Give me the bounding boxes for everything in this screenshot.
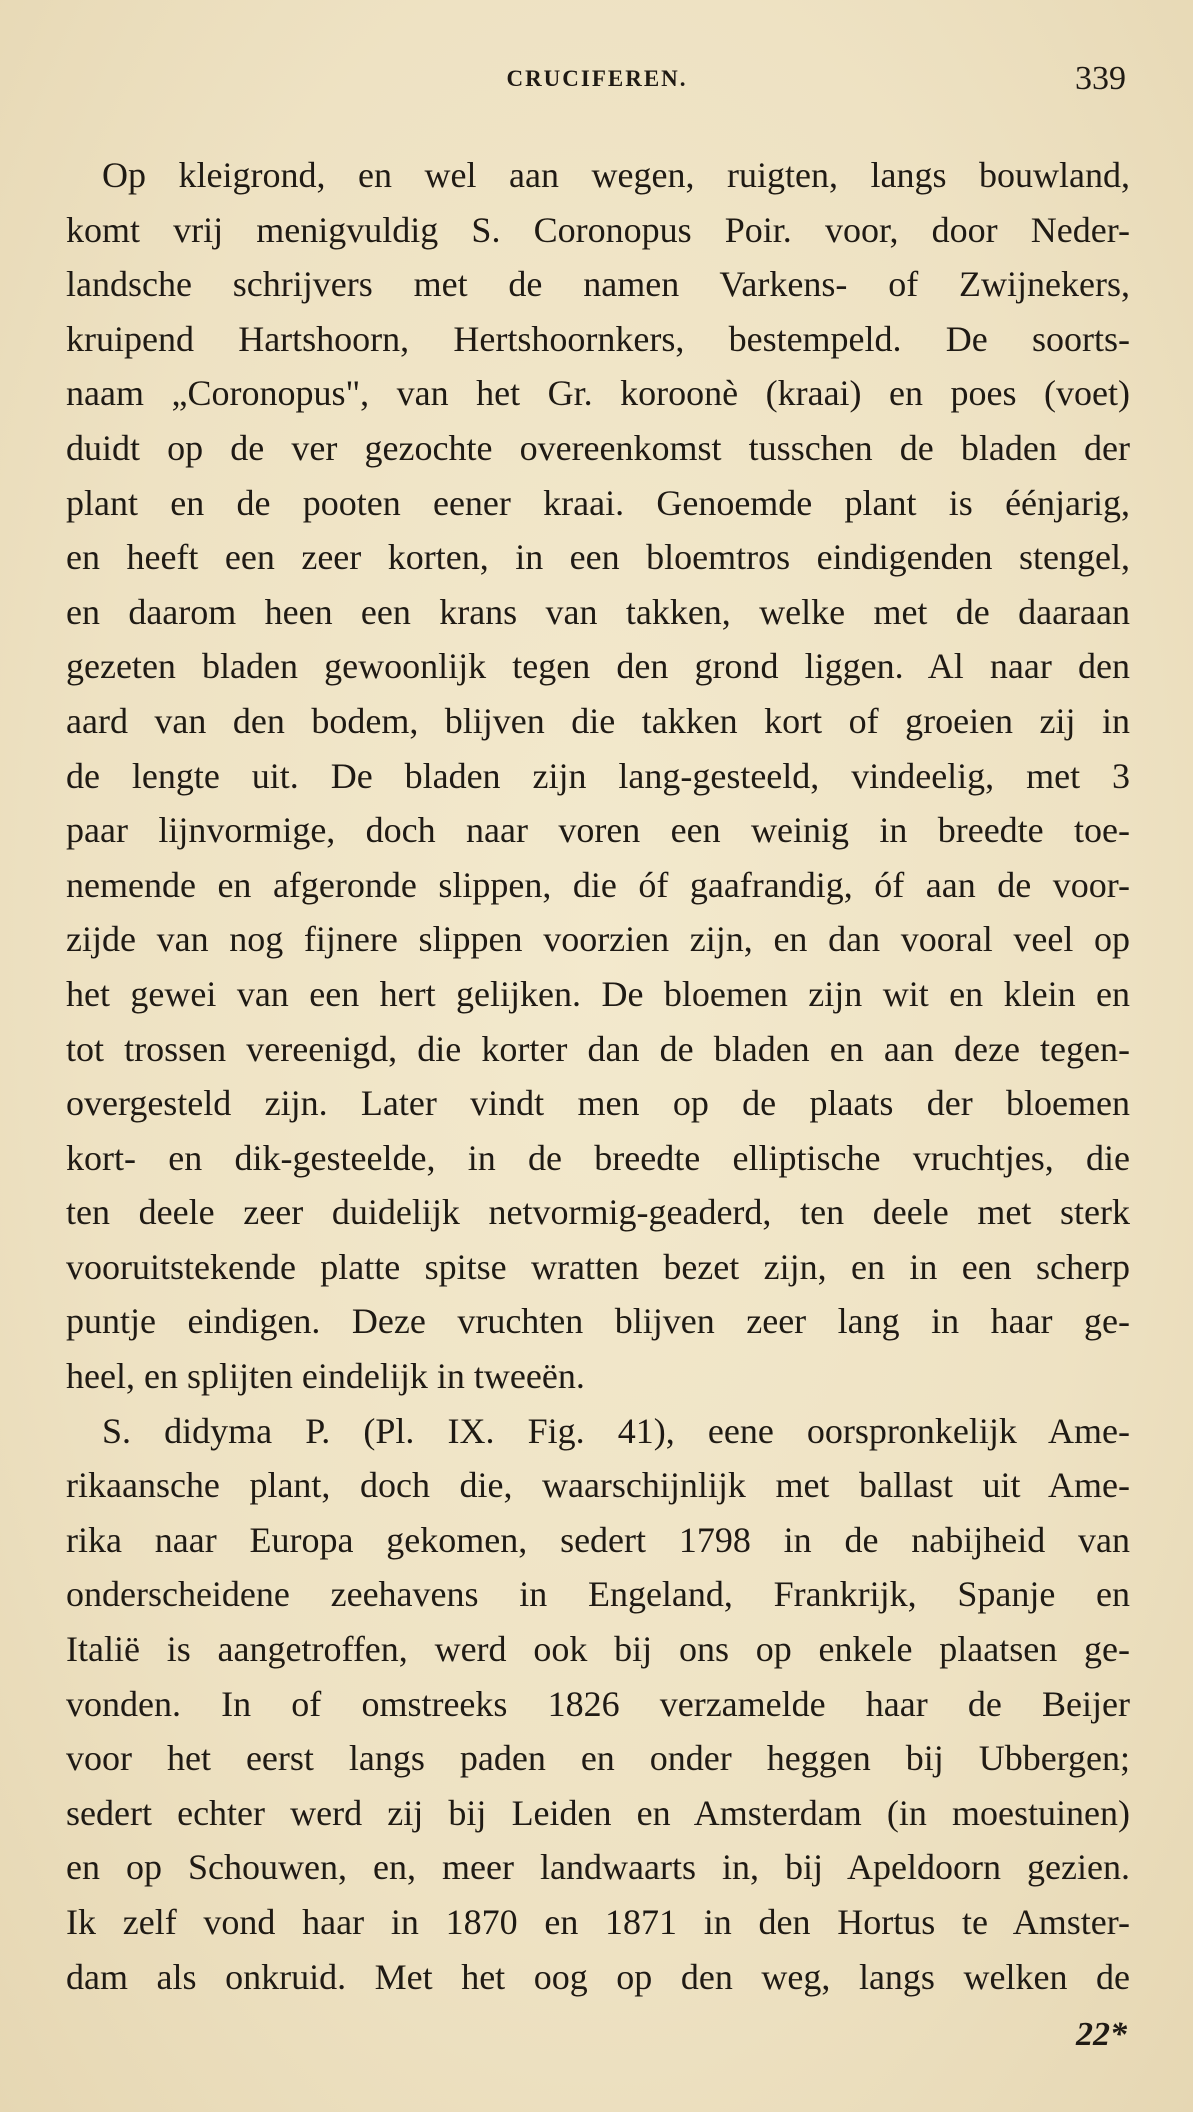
running-head: CRUCIFEREN. xyxy=(506,66,688,91)
text-line: aard van den bodem, blijven die takken kort of groeien zij in xyxy=(66,700,1130,741)
text-line: zijde van nog fijnere slippen voorzien zijn, en dan vooral veel op xyxy=(66,919,1130,960)
text-line: gezeten bladen gewoonlijk tegen den grond liggen. Al naar den xyxy=(66,646,1130,687)
text-line: naam „Coronopus", van het Gr. koroonè (kraai) en poes (voet) xyxy=(66,373,1130,414)
text-line: tot trossen vereenigd, die korter dan de bladen en aan deze tegen- xyxy=(66,1028,1130,1069)
text-line: duidt op de ver gezochte overeenkomst tusschen de bladen der xyxy=(66,427,1130,468)
text-line: komt vrij menigvuldig S. Coronopus Poir. voor, door Neder- xyxy=(66,209,1130,250)
text-line: landsche schrijvers met de namen Varkens- of Zwijnekers, xyxy=(66,264,1130,305)
text-line: en daarom heen een krans van takken, welke met de daaraan xyxy=(66,591,1130,632)
signature-mark: 22* xyxy=(1076,2016,1127,2053)
text-line: en op Schouwen, en, meer landwaarts in, bij Apeldoorn gezien. xyxy=(66,1847,1130,1888)
text-line: de lengte uit. De bladen zijn lang-gesteeld, vindeelig, met 3 xyxy=(66,755,1130,796)
text-line: plant en de pooten eener kraai. Genoemde plant is éénjarig, xyxy=(66,482,1130,523)
text-line: en heeft een zeer korten, in een bloemtros eindigenden stengel, xyxy=(66,537,1130,578)
text-line: vooruitstekende platte spitse wratten bezet zijn, en in een scherp xyxy=(66,1246,1130,1287)
text-line: nemende en afgeronde slippen, die óf gaafrandig, óf aan de voor- xyxy=(66,864,1130,905)
text-line: ten deele zeer duidelijk netvormig-geaderd, ten deele met sterk xyxy=(66,1192,1130,1233)
page-number: 339 xyxy=(1075,60,1126,97)
text-line: rikaansche plant, doch die, waarschijnlijk met ballast uit Ame- xyxy=(66,1465,1130,1506)
text-line: dam als onkruid. Met het oog op den weg, langs welken de xyxy=(66,1956,1130,1997)
text-line: rika naar Europa gekomen, sedert 1798 in de nabijheid van xyxy=(66,1519,1130,1560)
text-line: paar lijnvormige, doch naar voren een weinig in breedte toe- xyxy=(66,810,1130,851)
page-header xyxy=(68,60,1126,106)
text-line: kort- en dik-gesteelde, in de breedte elliptische vruchtjes, die xyxy=(66,1137,1130,1178)
text-line: het gewei van een hert gelijken. De bloemen zijn wit en klein en xyxy=(66,973,1130,1014)
text-line: S. didyma P. (Pl. IX. Fig. 41), eene oorspronkelijk Ame- xyxy=(102,1410,1130,1451)
text-line: onderscheidene zeehavens in Engeland, Frankrijk, Spanje en xyxy=(66,1574,1130,1615)
text-line: heel, en splijten eindelijk in tweeën. xyxy=(66,1356,585,1397)
text-line: Ik zelf vond haar in 1870 en 1871 in den Hortus te Amster- xyxy=(66,1902,1130,1942)
text-line: kruipend Hartshoorn, Hertshoornkers, bestempeld. De soorts- xyxy=(66,318,1130,359)
text-line: overgesteld zijn. Later vindt men op de plaats der bloemen xyxy=(66,1083,1130,1124)
text-line: Op kleigrond, en wel aan wegen, ruigten, langs bouwland, xyxy=(102,155,1130,195)
text-line: Italië is aangetroffen, werd ook bij ons op enkele plaatsen ge- xyxy=(66,1629,1130,1670)
text-line: vonden. In of omstreeks 1826 verzamelde haar de Beijer xyxy=(66,1683,1130,1724)
text-line: sedert echter werd zij bij Leiden en Amsterdam (in moestuinen) xyxy=(66,1792,1130,1833)
text-line: voor het eerst langs paden en onder heggen bij Ubbergen; xyxy=(66,1738,1130,1779)
text-line: puntje eindigen. Deze vruchten blijven zeer lang in haar ge- xyxy=(66,1301,1130,1342)
body-text xyxy=(66,148,1130,2004)
